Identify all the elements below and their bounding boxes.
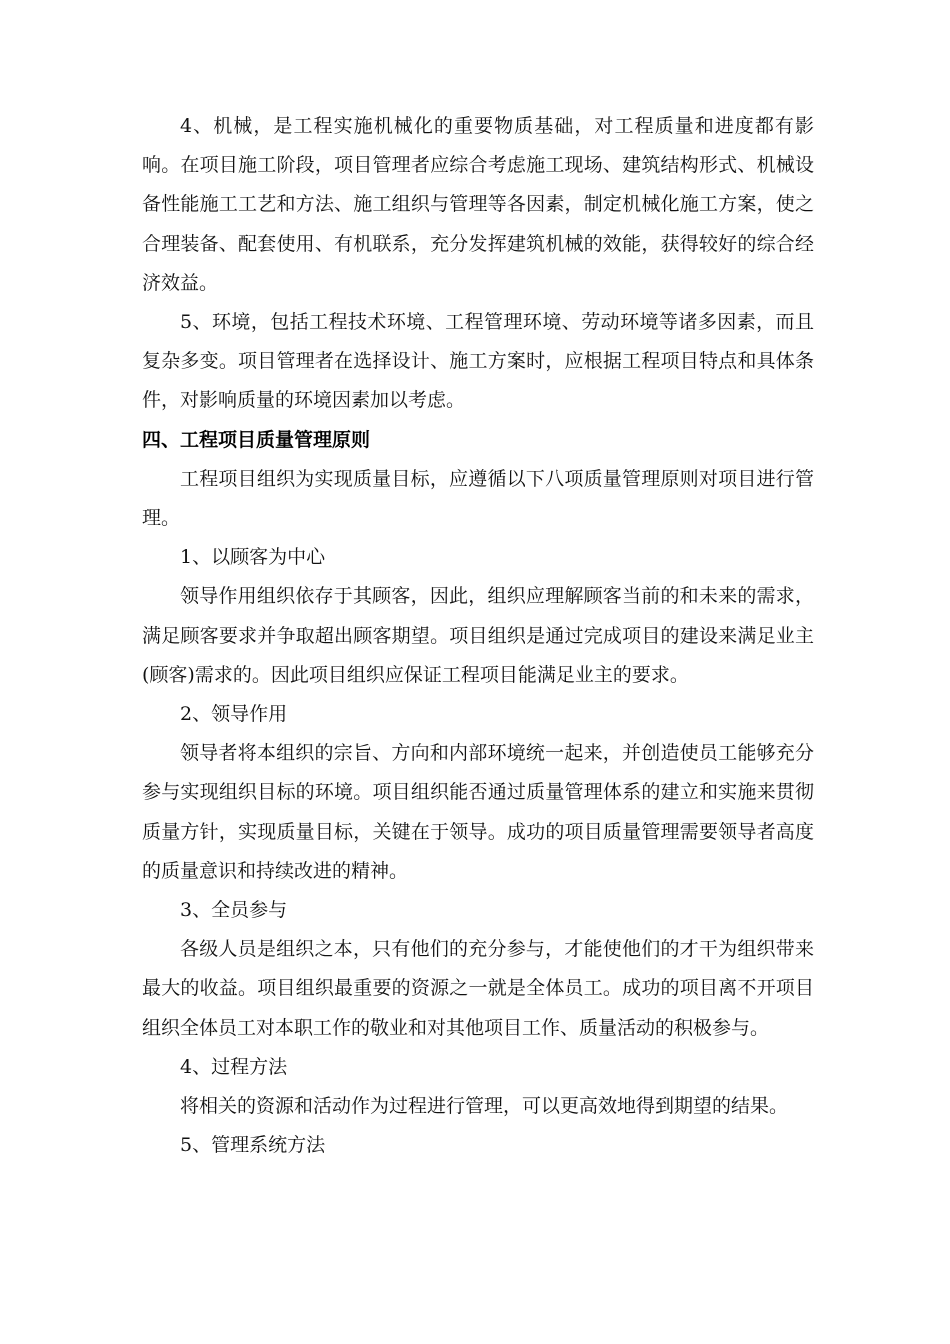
paragraph-customer-focus: 领导作用组织依存于其顾客，因此，组织应理解顾客当前的和未来的需求，满足顾客要求并争取超出顾客期望。项目组织是通过完成项目的建设来满足业主(顾客)需求的。因此项目组织应保证工程项目能满足业主的要求。 [142, 585, 814, 686]
paragraph-process-approach: 将相关的资源和活动作为过程进行管理，可以更高效地得到期望的结果。 [180, 1095, 789, 1118]
subheading-process-approach: 4、过程方法 [180, 1055, 288, 1078]
document-body [142, 107, 814, 1165]
subheading-leadership: 2、领导作用 [180, 703, 288, 726]
section-heading-quality-principles: 四、工程项目质量管理原则 [142, 428, 371, 451]
paragraph-involvement: 各级人员是组织之本，只有他们的充分参与，才能使他们的才干为组织带来最大的收益。项目组织最重要的资源之一就是全体员工。成功的项目离不开项目组织全体员工对本职工作的敬业和对其他项目工作、质量活动的积极参与。 [142, 938, 814, 1039]
paragraph-machinery: 4、机械，是工程实施机械化的重要物质基础，对工程质量和进度都有影响。在项目施工阶段，项目管理者应综合考虑施工现场、建筑结构形式、机械设备性能施工工艺和方法、施工组织与管理等各因素，制定机械化施工方案，使之合理装备、配套使用、有机联系，充分发挥建筑机械的效能，获得较好的综合经济效益。 [142, 115, 814, 294]
paragraph-principles-intro: 工程项目组织为实现质量目标，应遵循以下八项质量管理原则对项目进行管理。 [142, 467, 814, 530]
subheading-involvement: 3、全员参与 [180, 899, 288, 922]
paragraph-environment: 5、环境，包括工程技术环境、工程管理环境、劳动环境等诸多因素，而且复杂多变。项目管理者在选择设计、施工方案时，应根据工程项目特点和具体条件，对影响质量的环境因素加以考虑。 [142, 311, 814, 412]
paragraph-leadership: 领导者将本组织的宗旨、方向和内部环境统一起来，并创造使员工能够充分参与实现组织目标的环境。项目组织能否通过质量管理体系的建立和实施来贯彻质量方针，实现质量目标，关键在于领导。成功的项目质量管理需要领导者高度的质量意识和持续改进的精神。 [142, 742, 814, 882]
subheading-system-approach: 5、管理系统方法 [180, 1134, 326, 1157]
subheading-customer-focus: 1、以顾客为中心 [180, 546, 326, 569]
